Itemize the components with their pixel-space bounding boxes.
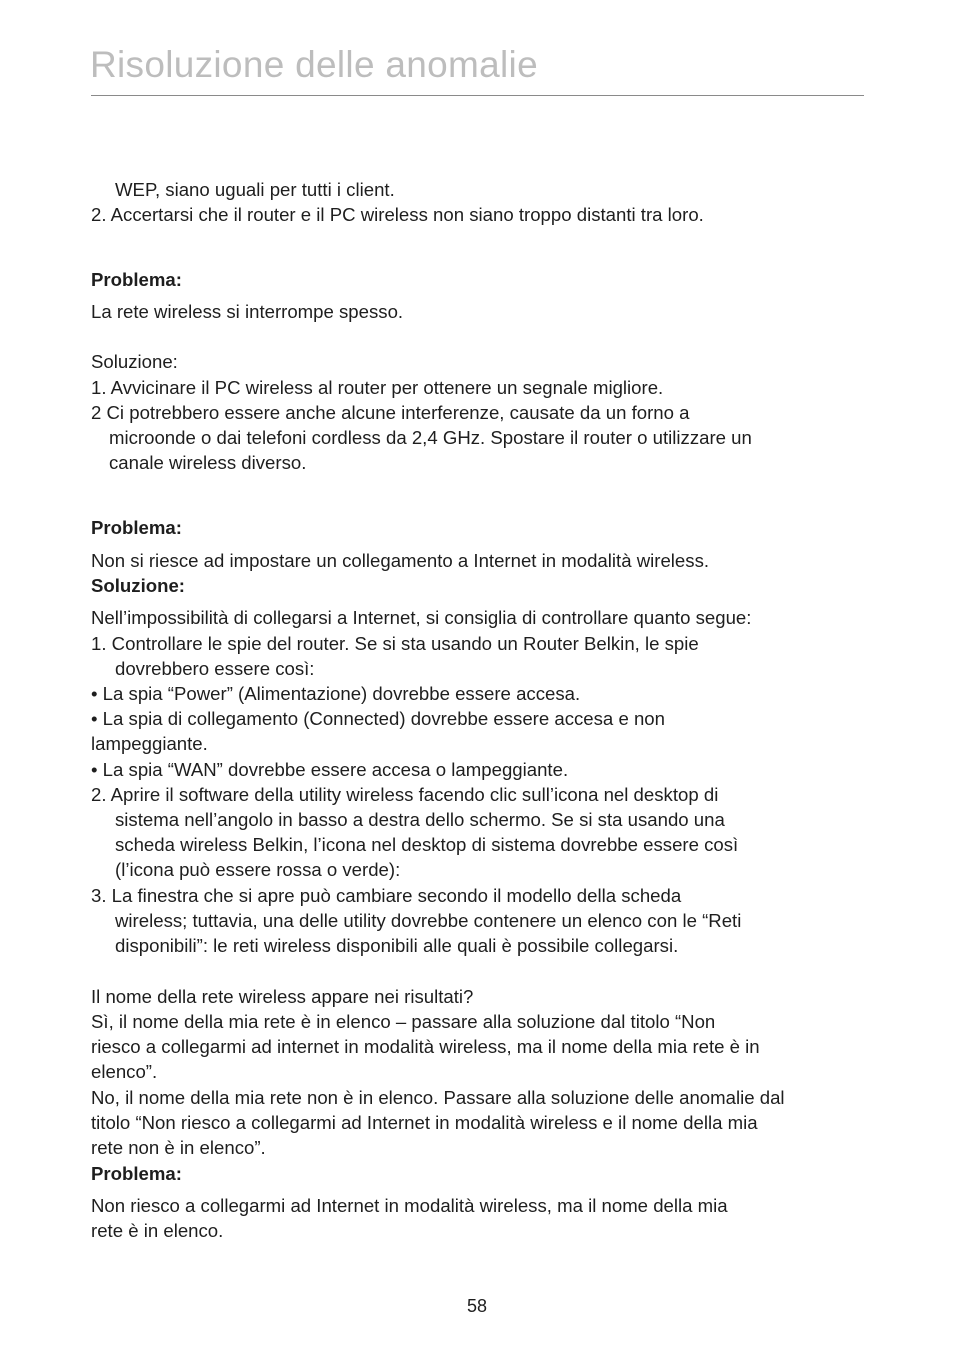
page-title: Risoluzione delle anomalie [90,44,538,85]
list-item: 2 Ci potrebbero essere anche alcune interferenze, causate da un forno a [91,402,690,423]
text-line: Nell’impossibilità di collegarsi a Internet, si consiglia di controllare quanto segue: [91,607,752,628]
text-line: Il nome della rete wireless appare nei risultati? [91,986,474,1007]
text-line: WEP, siano uguali per tutti i client. [115,179,395,200]
text-line: No, il nome della mia rete non è in elenco. Passare alla soluzione delle anomalie dal [91,1087,785,1108]
bullet-item: • La spia “WAN” dovrebbe essere accesa o lampeggiante. [91,759,569,780]
text-line: riesco a collegarmi ad internet in modalità wireless, ma il nome della mia rete è in [91,1036,760,1057]
section-heading: Problema: [91,517,182,538]
text-line: canale wireless diverso. [109,452,307,473]
text-line: microonde o dai telefoni cordless da 2,4 GHz. Spostare il router o utilizzare un [109,427,752,448]
section-heading: Soluzione: [91,575,185,596]
list-item: 1. Controllare le spie del router. Se si sta usando un Router Belkin, le spie [91,633,699,654]
text-line: dovrebbero essere così: [115,658,315,679]
text-line: sistema nell’angolo in basso a destra dello schermo. Se si sta usando una [115,809,725,830]
text-line: (l’icona può essere rossa o verde): [115,859,401,880]
text-line: Non si riesce ad impostare un collegamento a Internet in modalità wireless. [91,550,710,571]
bullet-item: • La spia di collegamento (Connected) dovrebbe essere accesa e non [91,708,665,729]
text-line: Non riesco a collegarmi ad Internet in modalità wireless, ma il nome della mia [91,1195,728,1216]
list-item: 1. Avvicinare il PC wireless al router per ottenere un segnale migliore. [91,377,664,398]
title-divider [91,95,864,96]
text-line: La rete wireless si interrompe spesso. [91,301,404,322]
page-number: 58 [466,1296,488,1316]
text-line: titolo “Non riesco a collegarmi ad Internet in modalità wireless e il nome della mia [91,1112,758,1133]
list-item: 2. Aprire il software della utility wireless facendo clic sull’icona nel desktop di [91,784,719,805]
text-line: rete non è in elenco”. [91,1137,266,1158]
list-item: 2. Accertarsi che il router e il PC wireless non siano troppo distanti tra loro. [91,204,704,225]
text-line: wireless; tuttavia, una delle utility dovrebbe contenere un elenco con le “Reti [115,910,742,931]
text-line: rete è in elenco. [91,1220,224,1241]
text-line: scheda wireless Belkin, l’icona nel desktop di sistema dovrebbe essere così [115,834,739,855]
text-line: elenco”. [91,1061,158,1082]
bullet-item: • La spia “Power” (Alimentazione) dovrebbe essere accesa. [91,683,581,704]
text-line: Soluzione: [91,351,178,372]
section-heading: Problema: [91,1163,182,1184]
section-heading: Problema: [91,269,182,290]
text-line: lampeggiante. [91,733,208,754]
text-line: disponibili”: le reti wireless disponibili alle quali è possibile collegarsi. [115,935,679,956]
list-item: 3. La finestra che si apre può cambiare secondo il modello della scheda [91,885,682,906]
text-line: Sì, il nome della mia rete è in elenco – passare alla soluzione dal titolo “Non [91,1011,716,1032]
